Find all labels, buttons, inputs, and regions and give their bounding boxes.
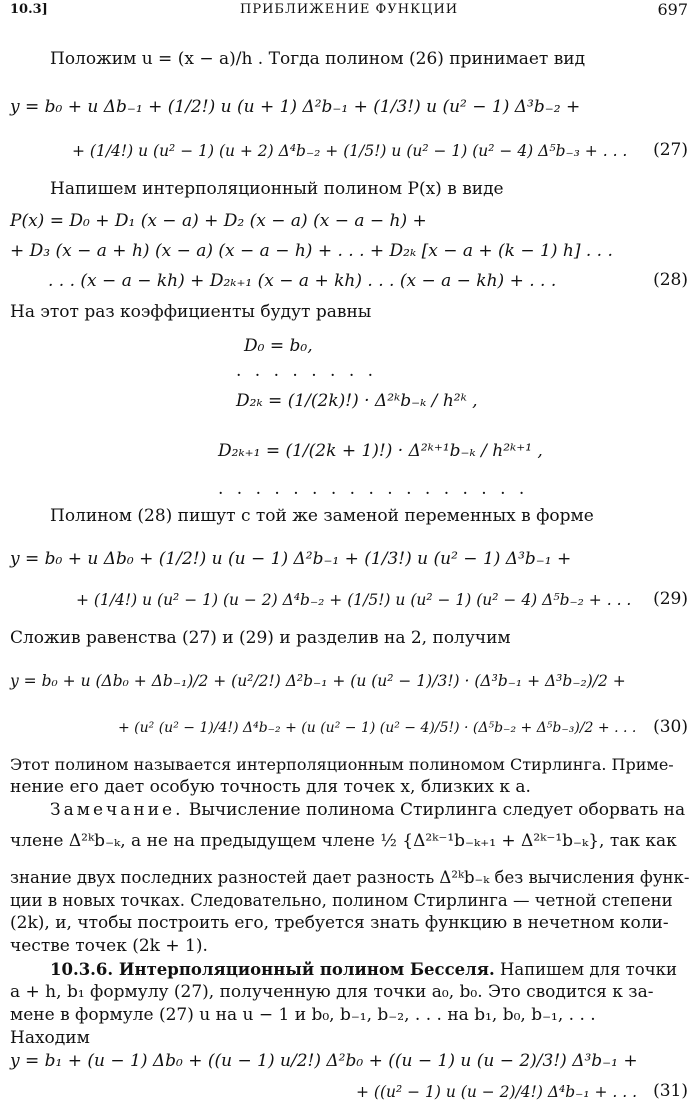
text-line: ции в новых точках. Следовательно, полином Стирлинга — четной степени [10,891,673,910]
formula-line: + (1/4!) u (u² − 1) (u + 2) Δ⁴b₋₂ + (1/5!) u (u² − 1) (u² − 4) Δ⁵b₋₃ + . . . [72,142,628,160]
text-line: нение его дает особую точность для точек x, близких к a. [10,777,531,797]
formula-line: y = b₀ + u (Δb₀ + Δb₋₁)/2 + (u²/2!) Δ²b₋₁ + (u (u² − 1)/3!) · (Δ³b₋₁ + Δ³b₋₂)/2 + [10,672,626,690]
text-line: члене Δ²ᵏb₋ₖ, а не на предыдущем члене ½ {Δ²ᵏ⁻¹b₋ₖ₊₁ + Δ²ᵏ⁻¹b₋ₖ}, так как [10,831,677,851]
text-line: Находим [10,1028,90,1048]
formula-line: P(x) = D₀ + D₁ (x − a) + D₂ (x − a) (x − a − h) + [10,211,427,231]
text-line: мене в формуле (27) u на u − 1 и b₀, b₋₁, b₋₂, . . . на b₁, b₀, b₋₁, . . . [10,1005,596,1025]
section-ref: 10.3] [10,2,48,17]
formula-line: y = b₀ + u Δb₋₁ + (1/2!) u (u + 1) Δ²b₋₁ + (1/3!) u (u² − 1) Δ³b₋₂ + [10,97,581,117]
equation-number: (29) [653,589,688,609]
formula-line: D₂ₖ₊₁ = (1/(2k + 1)!) · Δ²ᵏ⁺¹b₋ₖ / h²ᵏ⁺¹ , [218,441,543,461]
section-heading-line [50,958,677,981]
formula-line: + (1/4!) u (u² − 1) (u − 2) Δ⁴b₋₂ + (1/5!) u (u² − 1) (u² − 4) Δ⁵b₋₂ + . . . [76,591,632,609]
text-line: Этот полином называется интерполяционным полиномом Стирлинга. Приме- [10,755,674,774]
running-title: ПРИБЛИЖЕНИЕ ФУНКЦИИ [240,2,459,17]
formula-line: D₂ₖ = (1/(2k)!) · Δ²ᵏb₋ₖ / h²ᵏ , [236,391,478,411]
text-line: a + h, b₁ формулу (27), полученную для точки a₀, b₀. Это сводится к за- [10,982,654,1002]
text-line [50,799,685,822]
page-number: 697 [657,0,688,19]
formula-line: D₀ = b₀, [244,336,313,356]
text-line: На этот раз коэффициенты будут равны [10,302,372,322]
text-line: Напишем интерполяционный полином P(x) в виде [50,179,504,199]
section-heading: 10.3.6. Интерполяционный полином Бесселя. [50,960,495,979]
equation-number: (27) [653,140,688,160]
text-line: честве точек (2k + 1). [10,936,208,956]
dots-line: . . . . . . . . . . . . . . . . . [218,479,529,499]
formula-line: + (u² (u² − 1)/4!) Δ⁴b₋₂ + (u (u² − 1) (u² − 4)/5!) · (Δ⁵b₋₂ + Δ⁵b₋₃)/2 + . . . [118,720,637,736]
text-line: Полином (28) пишут с той же заменой переменных в форме [50,506,594,526]
text-line: Сложив равенства (27) и (29) и разделив на 2, получим [10,628,511,648]
equation-number: (30) [653,717,688,737]
formula-line: y = b₀ + u Δb₀ + (1/2!) u (u − 1) Δ²b₋₁ + (1/3!) u (u² − 1) Δ³b₋₁ + [10,549,572,569]
dots-line: . . . . . . . . [236,361,378,381]
text-line: (2k), и, чтобы построить его, требуется знать функцию в нечетном коли- [10,913,669,933]
text-line: знание двух последних разностей дает разность Δ²ᵏb₋ₖ без вычисления функ- [10,868,690,887]
formula-line: + D₃ (x − a + h) (x − a) (x − a − h) + . . . + D₂ₖ [x − a + (k − 1) h] . . . [10,241,613,261]
equation-number: (31) [653,1081,688,1101]
formula-line: . . . (x − a − kh) + D₂ₖ₊₁ (x − a + kh) . . . (x − a − kh) + . . . [48,271,557,291]
text-line: Положим u = (x − a)/h . Тогда полином (26) принимает вид [50,49,586,69]
formula-line: y = b₁ + (u − 1) Δb₀ + ((u − 1) u/2!) Δ²b₀ + ((u − 1) u (u − 2)/3!) Δ³b₋₁ + [10,1051,638,1071]
remark-label: Замечание. [50,800,184,820]
formula-line: + ((u² − 1) u (u − 2)/4!) Δ⁴b₋₁ + . . . [356,1083,638,1101]
remark-text: Вычисление полинома Стирлинга следует оборвать на [183,800,686,820]
equation-number: (28) [653,270,688,290]
section-text: Напишем для точки [494,960,677,979]
